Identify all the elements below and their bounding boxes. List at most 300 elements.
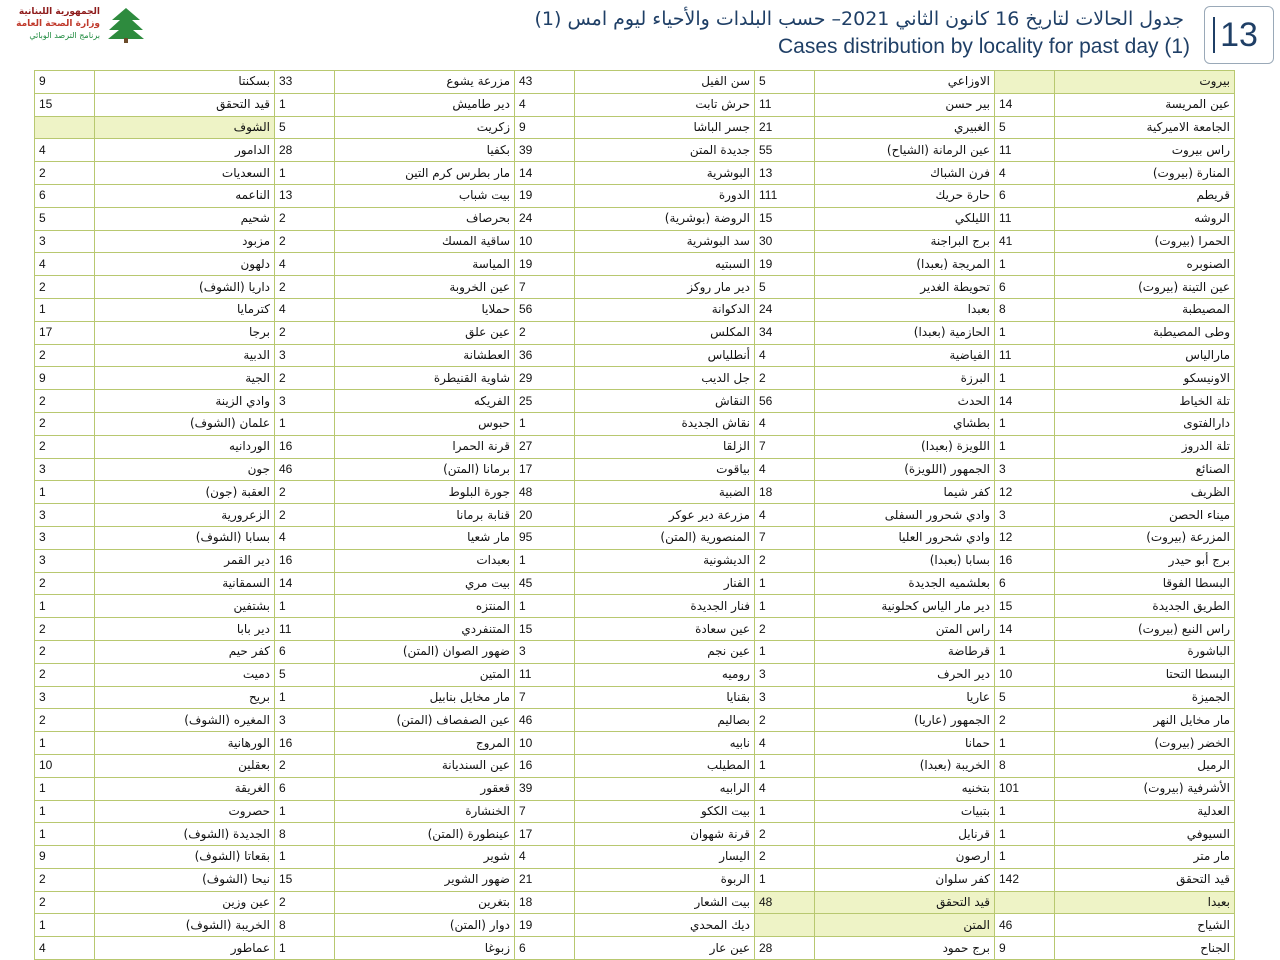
case-count-cell: 1 [35,595,95,618]
case-count-cell: 7 [515,800,575,823]
case-count-cell: 10 [995,663,1055,686]
table-row [35,663,1235,686]
table-row [35,504,1235,527]
locality-name-cell: الروشه [1055,207,1235,230]
case-count-cell: 2 [275,276,335,299]
case-count-cell: 15 [275,868,335,891]
locality-name-cell: بريح [95,686,275,709]
table-row [35,139,1235,162]
case-count-cell: 3 [275,709,335,732]
locality-name-cell: شاوية القنيطرة [335,367,515,390]
case-count-cell: 15 [35,93,95,116]
table-row [35,640,1235,663]
table-row [35,321,1235,344]
case-count-cell: 111 [755,184,815,207]
locality-name-cell: الروضة (بوشرية) [575,207,755,230]
locality-name-cell: روميه [575,663,755,686]
case-count-cell: 142 [995,868,1055,891]
case-count-cell: 8 [995,754,1055,777]
case-count-cell: 5 [995,686,1055,709]
case-count-cell: 14 [995,618,1055,641]
case-count-cell: 46 [275,458,335,481]
locality-name-cell: حملايا [335,298,515,321]
locality-name-cell: وادي الزينة [95,390,275,413]
locality-name-cell: فنار الجديدة [575,595,755,618]
case-count-cell: 2 [35,390,95,413]
case-count-cell: 1 [995,367,1055,390]
case-count-cell: 19 [515,914,575,937]
case-count-cell: 1 [35,914,95,937]
locality-name-cell: مار شعيا [335,526,515,549]
case-count-cell [35,116,95,139]
table-row [35,344,1235,367]
region-header-cell: قيد التحقق [815,891,995,914]
region-header-cell: بيروت [1055,71,1235,94]
locality-name-cell: شحيم [95,207,275,230]
case-count-cell: 2 [995,709,1055,732]
table-row [35,937,1235,960]
case-count-cell: 5 [275,663,335,686]
locality-name-cell: الظريف [1055,481,1235,504]
locality-name-cell: المصيطبة [1055,298,1235,321]
locality-name-cell: النقاش [575,390,755,413]
locality-name-cell: الجمهور (اللويزة) [815,458,995,481]
case-count-cell: 9 [515,116,575,139]
locality-name-cell: بيت شباب [335,184,515,207]
locality-name-cell: السعديات [95,162,275,185]
table-row [35,914,1235,937]
title-arabic: جدول الحالات لتاريخ 16 كانون الثاني 2021– حسب البلدات والأحياء ليوم امس (1) [534,8,1184,30]
locality-name-cell: دارالفتوى [1055,412,1235,435]
case-count-cell: 9 [35,71,95,94]
case-count-cell: 15 [755,207,815,230]
locality-name-cell: كترمايا [95,298,275,321]
locality-name-cell: حرش تابت [575,93,755,116]
case-count-cell: 46 [995,914,1055,937]
table-row [35,549,1235,572]
case-count-cell: 4 [755,732,815,755]
locality-name-cell: تلة الخياط [1055,390,1235,413]
case-count-cell: 2 [755,709,815,732]
case-count-cell: 27 [515,435,575,458]
case-count-cell: 7 [755,435,815,458]
case-count-cell: 4 [755,777,815,800]
locality-name-cell: الديشونية [575,549,755,572]
case-count-cell: 3 [515,640,575,663]
case-count-cell: 1 [275,162,335,185]
locality-name-cell: مزرعة دير عوكر [575,504,755,527]
case-count-cell: 1 [755,800,815,823]
locality-name-cell: الخريبة (بعبدا) [815,754,995,777]
locality-name-cell: اليسار [575,846,755,869]
case-count-cell: 10 [515,732,575,755]
locality-name-cell: قيد التحقق [1055,868,1235,891]
locality-name-cell: بحرصاف [335,207,515,230]
locality-name-cell: عين الرمانة (الشياح) [815,139,995,162]
locality-name-cell: المغيره (الشوف) [95,709,275,732]
locality-name-cell: برج حمود [815,937,995,960]
locality-name-cell: المنتزه [335,595,515,618]
locality-name-cell: دير بابا [95,618,275,641]
case-count-cell: 1 [275,93,335,116]
case-count-cell: 7 [515,276,575,299]
case-count-cell: 5 [755,71,815,94]
region-header-cell: المتن [815,914,995,937]
locality-name-cell: المريجة (بعبدا) [815,253,995,276]
table-row [35,618,1235,641]
case-count-cell: 11 [995,207,1055,230]
case-count-cell: 4 [515,93,575,116]
locality-name-cell: راس النبع (بيروت) [1055,618,1235,641]
case-count-cell: 3 [995,458,1055,481]
ministry-logo [8,4,148,44]
case-count-cell: 2 [275,207,335,230]
locality-name-cell: الصنوبره [1055,253,1235,276]
case-count-cell: 6 [275,640,335,663]
case-count-cell: 19 [515,253,575,276]
locality-name-cell: الشياح [1055,914,1235,937]
table-row [35,777,1235,800]
case-count-cell: 12 [995,526,1055,549]
locality-name-cell: زكريت [335,116,515,139]
case-count-cell: 10 [35,754,95,777]
locality-name-cell: الخريبة (الشوف) [95,914,275,937]
case-count-cell: 2 [755,367,815,390]
locality-name-cell: الرميل [1055,754,1235,777]
locality-name-cell: عين الصفصاف (المتن) [335,709,515,732]
case-count-cell: 1 [995,732,1055,755]
locality-name-cell: بصاليم [575,709,755,732]
case-count-cell: 1 [995,412,1055,435]
logo-line-2: وزارة الصحة العامة [16,19,100,29]
locality-name-cell: الجديدة (الشوف) [95,823,275,846]
title-english: Cases distribution by locality for past day (1) [777,35,1190,58]
locality-name-cell: برجا [95,321,275,344]
locality-name-cell: الاوزاعي [815,71,995,94]
locality-name-cell: عينطورة (المتن) [335,823,515,846]
case-count-cell: 2 [275,367,335,390]
case-count-cell: 4 [755,344,815,367]
case-count-cell: 1 [515,412,575,435]
locality-name-cell: بسابا (بعبدا) [815,549,995,572]
case-count-cell [755,914,815,937]
case-count-cell: 2 [35,162,95,185]
table-row [35,800,1235,823]
locality-name-cell: كفر حيم [95,640,275,663]
locality-name-cell: قعقور [335,777,515,800]
locality-name-cell: حبوس [335,412,515,435]
case-count-cell: 1 [755,754,815,777]
case-count-cell: 28 [275,139,335,162]
case-count-cell: 4 [755,458,815,481]
locality-name-cell: ساقية المسك [335,230,515,253]
case-count-cell: 5 [275,116,335,139]
locality-name-cell: جون [95,458,275,481]
locality-name-cell: ضهور الشوير [335,868,515,891]
case-count-cell: 4 [515,846,575,869]
locality-name-cell: الرابيه [575,777,755,800]
locality-name-cell: الصنائع [1055,458,1235,481]
locality-name-cell: ارصون [815,846,995,869]
case-count-cell: 24 [755,298,815,321]
case-count-cell: 5 [755,276,815,299]
locality-name-cell: نابيه [575,732,755,755]
ministry-logo-text [8,6,100,42]
case-count-cell: 24 [515,207,575,230]
locality-name-cell: جورة البلوط [335,481,515,504]
locality-name-cell: الضبية [575,481,755,504]
locality-name-cell: المزرعة (بيروت) [1055,526,1235,549]
case-count-cell: 7 [515,686,575,709]
case-count-cell: 3 [35,504,95,527]
case-count-cell: 56 [755,390,815,413]
case-count-cell: 13 [755,162,815,185]
table-row [35,253,1235,276]
case-count-cell: 41 [995,230,1055,253]
table-row [35,390,1235,413]
case-count-cell: 10 [515,230,575,253]
locality-name-cell: عين سعادة [575,618,755,641]
case-count-cell: 9 [35,367,95,390]
case-count-cell: 14 [995,390,1055,413]
locality-name-cell: المكلس [575,321,755,344]
locality-name-cell: المنارة (بيروت) [1055,162,1235,185]
table-row [35,709,1235,732]
case-count-cell: 4 [35,937,95,960]
case-count-cell: 3 [35,549,95,572]
case-count-cell: 6 [515,937,575,960]
case-count-cell: 43 [515,71,575,94]
case-count-cell: 1 [35,298,95,321]
case-count-cell: 55 [755,139,815,162]
case-count-cell: 2 [35,572,95,595]
locality-name-cell: الجناح [1055,937,1235,960]
locality-name-cell: اللويزة (بعبدا) [815,435,995,458]
locality-name-cell: دلهون [95,253,275,276]
locality-name-cell: الفنار [575,572,755,595]
case-count-cell: 17 [515,458,575,481]
locality-name-cell: قرنة الحمرا [335,435,515,458]
locality-name-cell: علمان (الشوف) [95,412,275,435]
case-count-cell: 16 [995,549,1055,572]
locality-name-cell: الاونيسكو [1055,367,1235,390]
case-count-cell: 30 [755,230,815,253]
case-count-cell: 18 [515,891,575,914]
table-row [35,184,1235,207]
locality-name-cell: جل الديب [575,367,755,390]
case-count-cell: 4 [275,526,335,549]
locality-name-cell: الجمهور (عاريا) [815,709,995,732]
locality-name-cell: الفريكه [335,390,515,413]
locality-name-cell: الوردانيه [95,435,275,458]
locality-name-cell: بسابا (الشوف) [95,526,275,549]
case-count-cell: 1 [35,481,95,504]
locality-name-cell: الليلكي [815,207,995,230]
case-count-cell: 7 [755,526,815,549]
case-count-cell: 2 [275,481,335,504]
locality-name-cell: برج أبو حيدر [1055,549,1235,572]
locality-name-cell: سد البوشرية [575,230,755,253]
locality-name-cell: وادي شحرور السفلى [815,504,995,527]
locality-name-cell: عين السنديانة [335,754,515,777]
locality-name-cell: السبتيه [575,253,755,276]
locality-name-cell: بتخنيه [815,777,995,800]
case-count-cell: 3 [755,686,815,709]
case-count-cell: 1 [995,800,1055,823]
case-count-cell: 1 [995,640,1055,663]
locality-name-cell: دير الحرف [815,663,995,686]
case-count-cell: 2 [275,891,335,914]
locality-name-cell: بطشاي [815,412,995,435]
case-count-cell: 34 [755,321,815,344]
locality-name-cell: برمانا (المتن) [335,458,515,481]
locality-name-cell: البسطا التحتا [1055,663,1235,686]
case-count-cell: 2 [275,230,335,253]
locality-name-cell: بعبدات [335,549,515,572]
table-row [35,458,1235,481]
locality-name-cell: الدكوانة [575,298,755,321]
case-count-cell: 2 [755,549,815,572]
case-count-cell: 15 [995,595,1055,618]
locality-name-cell: حارة حريك [815,184,995,207]
locality-name-cell: بيت مري [335,572,515,595]
locality-name-cell: الزلقا [575,435,755,458]
table-row [35,481,1235,504]
locality-name-cell: عين عار [575,937,755,960]
locality-name-cell: قريطم [1055,184,1235,207]
logo-line-3: برنامج الترصد الوبائي [29,31,100,40]
case-count-cell: 29 [515,367,575,390]
case-count-cell: 3 [995,504,1055,527]
locality-name-cell: الجميزة [1055,686,1235,709]
cedar-icon [106,6,146,44]
case-count-cell: 3 [275,390,335,413]
table-row [35,276,1235,299]
locality-name-cell: الغريقة [95,777,275,800]
case-count-cell: 1 [35,777,95,800]
locality-name-cell: الأشرفية (بيروت) [1055,777,1235,800]
locality-name-cell: سن الفيل [575,71,755,94]
case-count-cell: 1 [275,686,335,709]
case-count-cell: 13 [275,184,335,207]
case-count-cell: 1 [995,321,1055,344]
table-row [35,686,1235,709]
locality-name-cell: عين المريسة [1055,93,1235,116]
locality-name-cell: عاريا [815,686,995,709]
locality-name-cell: دير القمر [95,549,275,572]
locality-name-cell: ميناء الحصن [1055,504,1235,527]
case-count-cell: 6 [995,276,1055,299]
locality-name-cell: شوير [335,846,515,869]
locality-name-cell: كفر سلوان [815,868,995,891]
case-count-cell: 2 [35,891,95,914]
table-row [35,93,1235,116]
locality-name-cell: العقبة (جون) [95,481,275,504]
locality-name-cell: نيحا (الشوف) [95,868,275,891]
locality-name-cell: العطشانة [335,344,515,367]
locality-name-cell: دير مار الياس كحلونية [815,595,995,618]
table-row [35,71,1235,94]
case-count-cell: 4 [275,253,335,276]
locality-name-cell: الجية [95,367,275,390]
table-row [35,754,1235,777]
case-count-cell: 5 [995,116,1055,139]
locality-name-cell: راس المتن [815,618,995,641]
locality-name-cell: تحويطة الغدير [815,276,995,299]
table-row [35,891,1235,914]
case-count-cell: 20 [515,504,575,527]
locality-name-cell: الخضر (بيروت) [1055,732,1235,755]
case-count-cell: 9 [35,846,95,869]
case-count-cell: 1 [515,549,575,572]
case-count-cell: 21 [755,116,815,139]
table-row [35,412,1235,435]
region-header-cell: الشوف [95,116,275,139]
locality-name-cell: المروج [335,732,515,755]
locality-name-cell: نقاش الجديدة [575,412,755,435]
case-count-cell: 1 [755,868,815,891]
locality-name-cell: دوار (المتن) [335,914,515,937]
locality-name-cell: العدلية [1055,800,1235,823]
locality-name-cell: جديدة المتن [575,139,755,162]
locality-name-cell: البسطا الفوقا [1055,572,1235,595]
page-number-bar [1213,17,1215,53]
case-count-cell: 8 [275,914,335,937]
locality-name-cell: الدامور [95,139,275,162]
cases-table [34,70,1235,960]
locality-name-cell: السيوفي [1055,823,1235,846]
case-count-cell: 1 [995,823,1055,846]
case-count-cell: 1 [995,846,1055,869]
table-row [35,162,1235,185]
table-row [35,732,1235,755]
case-count-cell: 1 [995,253,1055,276]
case-count-cell: 1 [35,823,95,846]
locality-name-cell: ضهور الصوان (المتن) [335,640,515,663]
locality-name-cell: بسكنتا [95,71,275,94]
case-count-cell: 2 [35,709,95,732]
case-count-cell: 16 [275,732,335,755]
case-count-cell: 4 [275,298,335,321]
case-count-cell: 1 [35,732,95,755]
locality-name-cell: زبوغا [335,937,515,960]
locality-name-cell: قرنايل [815,823,995,846]
locality-name-cell: جسر الباشا [575,116,755,139]
case-count-cell: 16 [275,549,335,572]
case-count-cell: 6 [995,184,1055,207]
case-count-cell: 3 [35,458,95,481]
locality-name-cell: بياقوت [575,458,755,481]
case-count-cell: 1 [515,595,575,618]
locality-name-cell: الحدث [815,390,995,413]
locality-name-cell: قرطاضة [815,640,995,663]
case-count-cell: 3 [275,344,335,367]
locality-name-cell: الطريق الجديدة [1055,595,1235,618]
case-count-cell: 3 [35,686,95,709]
case-count-cell: 11 [275,618,335,641]
locality-name-cell: فرن الشباك [815,162,995,185]
locality-name-cell: حمانا [815,732,995,755]
locality-name-cell: كفر شيما [815,481,995,504]
locality-name-cell: الحمرا (بيروت) [1055,230,1235,253]
table-row [35,367,1235,390]
table-row [35,435,1235,458]
case-count-cell: 3 [35,526,95,549]
locality-name-cell: بشتفين [95,595,275,618]
case-count-cell: 2 [35,435,95,458]
locality-name-cell: مار مخايل بنابيل [335,686,515,709]
case-count-cell: 2 [755,846,815,869]
